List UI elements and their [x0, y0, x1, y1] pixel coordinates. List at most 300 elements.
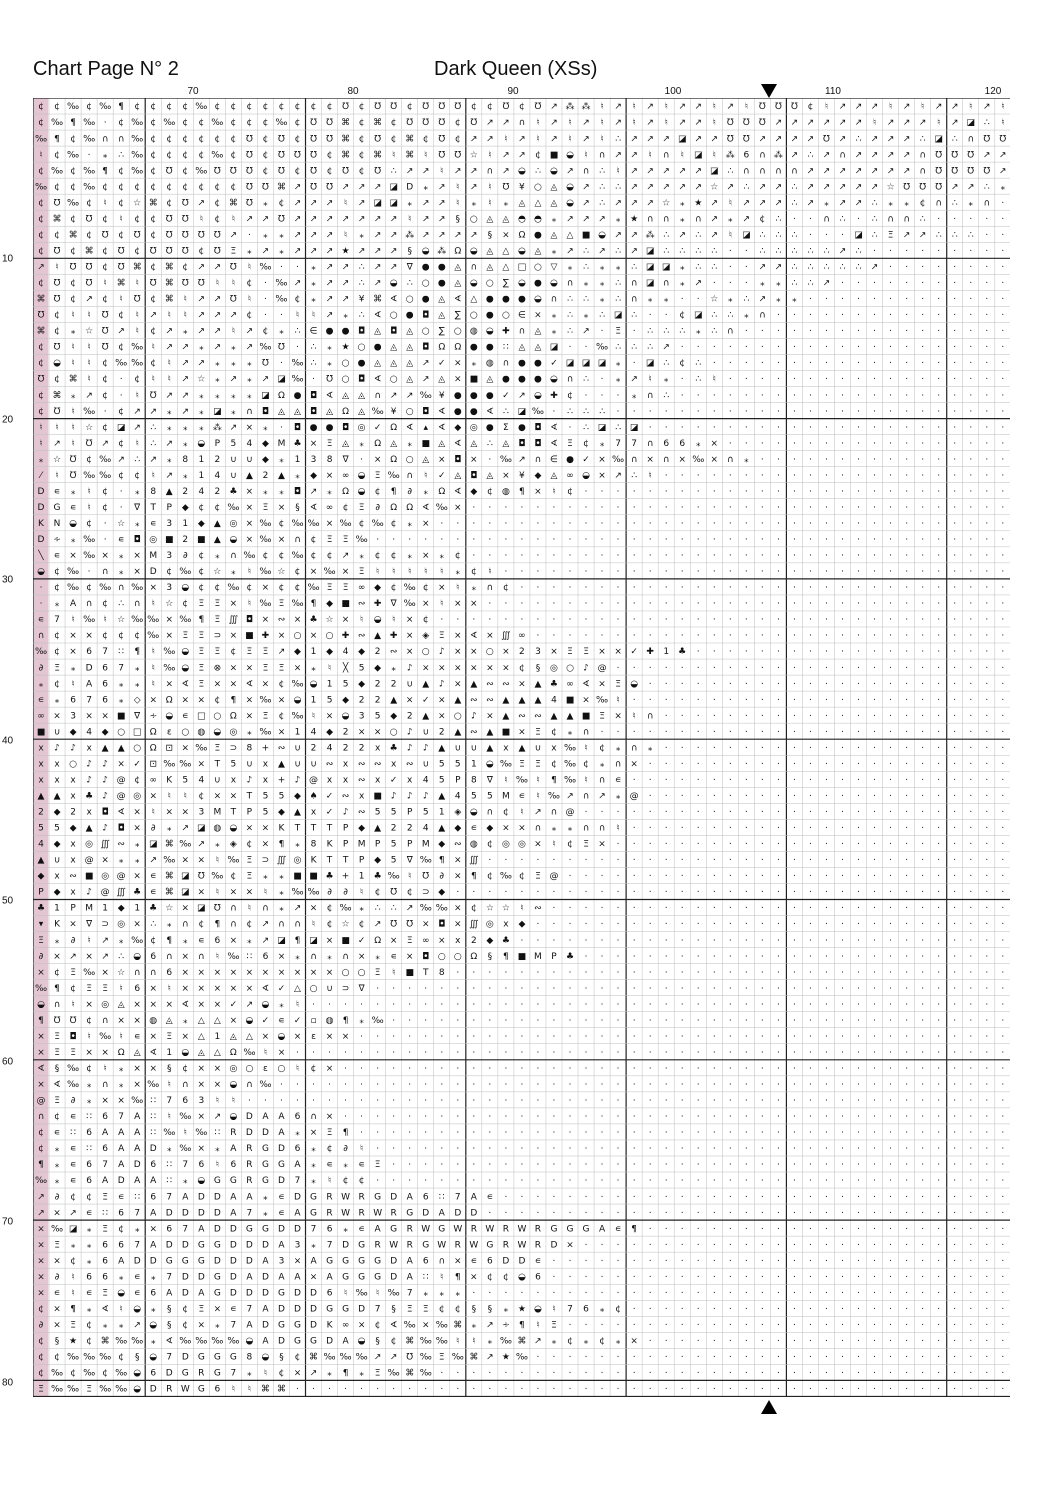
stitch-symbol: ∢ — [37, 1064, 45, 1074]
stitch-symbol: ∴ — [583, 263, 589, 273]
stitch-symbol: · — [633, 1272, 636, 1282]
stitch-symbol: · — [729, 583, 732, 593]
stitch-symbol: ◪ — [389, 182, 398, 192]
stitch-symbol: ℧ — [214, 246, 221, 256]
stitch-symbol: · — [969, 263, 972, 273]
stitch-symbol: ♮ — [937, 118, 940, 128]
stitch-symbol: 4 — [198, 487, 204, 497]
stitch-symbol: · — [649, 824, 652, 834]
stitch-symbol: 5 — [182, 775, 188, 785]
stitch-symbol: · — [408, 1000, 411, 1010]
stitch-symbol: ↗ — [310, 198, 318, 208]
stitch-symbol: ‰ — [163, 647, 175, 657]
stitch-symbol: ↗ — [743, 214, 751, 224]
stitch-symbol: 1 — [102, 904, 108, 914]
stitch-symbol: · — [617, 727, 620, 737]
stitch-symbol: D — [262, 1320, 269, 1330]
stitch-symbol: · — [729, 711, 732, 721]
stitch-symbol: ⨯ — [85, 952, 93, 962]
stitch-symbol: ⁎ — [199, 391, 204, 401]
stitch-symbol: ◪ — [934, 134, 943, 144]
stitch-symbol: · — [889, 535, 892, 545]
stitch-symbol: ∂ — [375, 503, 380, 513]
stitch-symbol: Ξ — [567, 439, 573, 449]
stitch-symbol: ¢ — [150, 118, 156, 128]
stitch-symbol: · — [857, 279, 860, 289]
stitch-symbol: · — [841, 359, 844, 369]
stitch-symbol: · — [793, 1208, 796, 1218]
stitch-symbol: · — [921, 968, 924, 978]
stitch-symbol: ¢ — [134, 246, 140, 256]
stitch-symbol: ⨯ — [149, 984, 157, 994]
stitch-symbol: ♮ — [136, 311, 139, 321]
stitch-symbol: ¢ — [54, 182, 60, 192]
stitch-symbol: · — [777, 775, 780, 785]
stitch-symbol: x — [407, 775, 413, 785]
stitch-symbol: · — [985, 727, 988, 737]
stitch-symbol: · — [857, 1160, 860, 1170]
stitch-symbol: G — [374, 1192, 381, 1202]
stitch-symbol: ¢ — [247, 920, 253, 930]
stitch-symbol: ⨯ — [182, 695, 190, 705]
stitch-symbol: ▲ — [86, 824, 93, 834]
stitch-symbol: 1 — [54, 904, 60, 914]
stitch-symbol: ↗ — [133, 407, 141, 417]
stitch-symbol: ¢ — [279, 583, 285, 593]
stitch-symbol: · — [825, 343, 828, 353]
stitch-symbol: D — [310, 1320, 317, 1330]
stitch-symbol: ‰ — [227, 856, 239, 866]
stitch-symbol: ☆ — [85, 327, 93, 337]
stitch-symbol: ⊃ — [342, 984, 350, 994]
stitch-symbol: ‰ — [115, 1369, 127, 1379]
stitch-symbol: · — [793, 1304, 796, 1314]
stitch-symbol: 3 — [166, 551, 172, 561]
stitch-symbol: ♮ — [71, 343, 74, 353]
stitch-symbol: · — [777, 407, 780, 417]
stitch-symbol: · — [681, 1304, 684, 1314]
stitch-symbol: G — [182, 1256, 189, 1266]
stitch-symbol: ¢ — [455, 551, 461, 561]
stitch-symbol: ● — [486, 295, 494, 305]
stitch-symbol: · — [969, 695, 972, 705]
stitch-symbol: ○ — [534, 263, 542, 273]
stitch-symbol: ℧ — [326, 118, 333, 128]
stitch-symbol: ○ — [470, 214, 478, 224]
column-number-110: 110 — [825, 86, 841, 97]
stitch-symbol: ∪ — [246, 759, 253, 769]
stitch-symbol: · — [569, 1288, 572, 1298]
stitch-symbol: · — [553, 631, 556, 641]
stitch-symbol: Ξ — [198, 599, 204, 609]
stitch-symbol: ∩ — [38, 1112, 45, 1122]
stitch-symbol: ♮ — [152, 343, 155, 353]
stitch-symbol: · — [729, 904, 732, 914]
stitch-symbol: · — [777, 663, 780, 673]
stitch-symbol: 6 — [327, 1224, 333, 1234]
stitch-symbol: · — [761, 327, 764, 337]
stitch-symbol: ∪ — [326, 984, 333, 994]
stitch-symbol: · — [456, 1112, 459, 1122]
stitch-symbol: · — [985, 792, 988, 802]
stitch-symbol: ⁎ — [231, 359, 236, 369]
stitch-symbol: · — [793, 695, 796, 705]
stitch-symbol: x — [311, 808, 317, 818]
stitch-symbol: · — [681, 824, 684, 834]
stitch-symbol: A — [439, 1208, 446, 1218]
stitch-symbol: · — [472, 1288, 475, 1298]
stitch-symbol: · — [729, 1176, 732, 1186]
stitch-symbol: · — [953, 567, 956, 577]
stitch-symbol: ⊡ — [149, 759, 157, 769]
stitch-symbol: ♮ — [729, 230, 732, 240]
stitch-symbol: ♮ — [312, 311, 315, 321]
stitch-symbol: ∢ — [310, 503, 318, 513]
stitch-symbol: ○ — [326, 631, 334, 641]
stitch-symbol: ∴ — [391, 904, 397, 914]
stitch-symbol: ∩ — [134, 599, 141, 609]
stitch-symbol: ‰ — [291, 599, 303, 609]
stitch-symbol: ♮ — [104, 198, 107, 208]
stitch-symbol: ♮ — [71, 311, 74, 321]
stitch-symbol: · — [376, 984, 379, 994]
stitch-symbol: · — [537, 1208, 540, 1218]
stitch-symbol: · — [889, 263, 892, 273]
stitch-symbol: · — [841, 631, 844, 641]
stitch-symbol: · — [857, 631, 860, 641]
stitch-symbol: ⨯ — [53, 711, 61, 721]
stitch-symbol: · — [376, 1144, 379, 1154]
stitch-symbol: □ — [133, 727, 142, 737]
stitch-symbol: · — [873, 1144, 876, 1154]
stitch-symbol: ∢ — [53, 1080, 61, 1090]
stitch-symbol: ∩ — [294, 535, 301, 545]
stitch-symbol: W — [341, 1192, 350, 1202]
stitch-symbol: ↗ — [438, 198, 446, 208]
stitch-symbol: ⁎ — [359, 230, 364, 240]
stitch-symbol: ¢ — [86, 455, 92, 465]
stitch-symbol: ¢ — [214, 695, 220, 705]
stitch-symbol: · — [857, 1048, 860, 1058]
stitch-symbol: · — [440, 1160, 443, 1170]
stitch-symbol: · — [280, 311, 283, 321]
stitch-symbol: · — [761, 1064, 764, 1074]
stitch-symbol: · — [825, 1016, 828, 1026]
stitch-symbol: · — [985, 583, 988, 593]
stitch-symbol: · — [681, 599, 684, 609]
stitch-symbol: ◬ — [470, 439, 477, 449]
stitch-symbol: · — [921, 936, 924, 946]
stitch-symbol: ⁎ — [231, 343, 236, 353]
stitch-symbol: · — [713, 615, 716, 625]
stitch-symbol: ∷ — [118, 647, 124, 657]
stitch-symbol: A — [262, 1112, 269, 1122]
stitch-symbol: ¢ — [38, 359, 44, 369]
stitch-symbol: Ξ — [198, 663, 204, 673]
stitch-symbol: ● — [502, 375, 510, 385]
stitch-symbol: ↗ — [823, 182, 831, 192]
stitch-symbol: ♮ — [392, 615, 395, 625]
stitch-symbol: ↗ — [871, 150, 879, 160]
stitch-symbol: ↗ — [759, 198, 767, 208]
stitch-symbol: ⨯ — [214, 1304, 222, 1314]
stitch-symbol: · — [889, 1096, 892, 1106]
stitch-symbol: ℧ — [951, 150, 958, 160]
stitch-symbol: · — [537, 936, 540, 946]
stitch-symbol: · — [601, 952, 604, 962]
stitch-symbol: ‰ — [147, 631, 159, 641]
stitch-symbol: · — [729, 695, 732, 705]
stitch-symbol: Ω — [518, 230, 525, 240]
page-title: Chart Page N° 2 — [33, 58, 179, 81]
stitch-symbol: · — [969, 375, 972, 385]
stitch-symbol: · — [1001, 936, 1004, 946]
stitch-symbol: ⨯ — [182, 984, 190, 994]
stitch-symbol: · — [553, 1032, 556, 1042]
stitch-symbol: ↗ — [791, 150, 799, 160]
stitch-symbol: ✓ — [326, 792, 334, 802]
stitch-symbol: ⌘ — [37, 327, 46, 337]
stitch-symbol: ⨯ — [342, 1032, 350, 1042]
stitch-symbol: ♪ — [407, 727, 413, 737]
stitch-symbol: Ξ — [439, 1353, 445, 1363]
stitch-symbol: · — [857, 1176, 860, 1186]
stitch-symbol: ‰ — [99, 1032, 111, 1042]
stitch-symbol: · — [713, 824, 716, 834]
stitch-symbol: x — [86, 808, 92, 818]
stitch-symbol: · — [569, 904, 572, 914]
stitch-symbol: · — [1001, 311, 1004, 321]
stitch-symbol: · — [889, 1192, 892, 1202]
stitch-symbol: ¥ — [391, 407, 397, 417]
stitch-symbol: · — [937, 663, 940, 673]
stitch-symbol: ● — [486, 311, 494, 321]
stitch-symbol: · — [601, 1192, 604, 1202]
stitch-symbol: ∭ — [469, 856, 479, 866]
stitch-symbol: · — [873, 455, 876, 465]
stitch-symbol: ⁎ — [552, 824, 557, 834]
stitch-symbol: · — [1001, 1192, 1004, 1202]
stitch-symbol: · — [761, 824, 764, 834]
stitch-symbol: ■ — [566, 695, 575, 705]
stitch-symbol: ◎ — [229, 519, 237, 529]
stitch-symbol: ⨯ — [470, 1272, 478, 1282]
stitch-symbol: ▲ — [534, 679, 541, 689]
stitch-symbol: · — [697, 647, 700, 657]
stitch-symbol: ¢ — [118, 118, 124, 128]
stitch-symbol: ‰ — [195, 743, 207, 753]
stitch-symbol: · — [649, 1320, 652, 1330]
stitch-symbol: 6 — [166, 1224, 172, 1234]
stitch-symbol: ⁎ — [55, 1176, 60, 1186]
stitch-symbol: ∩ — [967, 134, 974, 144]
stitch-symbol: ● — [438, 279, 446, 289]
stitch-symbol: · — [937, 487, 940, 497]
stitch-symbol: · — [745, 840, 748, 850]
stitch-symbol: · — [761, 1224, 764, 1234]
stitch-symbol: ¢ — [214, 198, 220, 208]
stitch-symbol: ↗ — [214, 311, 222, 321]
stitch-symbol: ⨯ — [262, 1032, 270, 1042]
stitch-symbol: ℧ — [727, 134, 734, 144]
stitch-symbol: · — [617, 1064, 620, 1074]
stitch-symbol: · — [601, 519, 604, 529]
stitch-symbol: ☆ — [53, 455, 61, 465]
stitch-symbol: ○ — [245, 1064, 253, 1074]
stitch-symbol: ♮ — [120, 984, 123, 994]
stitch-symbol: · — [633, 920, 636, 930]
stitch-symbol: ⨯ — [101, 856, 109, 866]
stitch-symbol: ¢ — [54, 1353, 60, 1363]
stitch-symbol: · — [793, 1320, 796, 1330]
stitch-symbol: ∴ — [567, 327, 573, 337]
stitch-symbol: · — [1001, 1016, 1004, 1026]
stitch-symbol: · — [585, 1353, 588, 1363]
row-number-10: 10 — [2, 254, 13, 265]
stitch-symbol: · — [601, 391, 604, 401]
stitch-symbol: · — [713, 1000, 716, 1010]
stitch-symbol: ‰ — [307, 888, 319, 898]
stitch-symbol: Ξ — [263, 647, 269, 657]
stitch-symbol: D — [166, 1369, 173, 1379]
stitch-symbol: ● — [518, 359, 526, 369]
stitch-symbol: · — [825, 1064, 828, 1074]
stitch-symbol: · — [697, 968, 700, 978]
stitch-symbol: ∾ — [358, 759, 366, 769]
stitch-symbol: · — [761, 1176, 764, 1186]
stitch-symbol: ↗ — [37, 263, 45, 273]
stitch-symbol: Ξ — [182, 631, 188, 641]
stitch-symbol: ↗ — [775, 134, 783, 144]
stitch-symbol: Ξ — [198, 1304, 204, 1314]
stitch-symbol: · — [520, 856, 523, 866]
stitch-symbol: · — [937, 1064, 940, 1074]
stitch-symbol: · — [1001, 214, 1004, 224]
stitch-symbol: · — [392, 1048, 395, 1058]
stitch-symbol: ◘ — [422, 407, 429, 417]
stitch-symbol: · — [649, 1353, 652, 1363]
stitch-symbol: ◒ — [358, 487, 366, 497]
stitch-symbol: ℧ — [262, 359, 269, 369]
stitch-symbol: · — [569, 920, 572, 930]
center-marker-top-icon — [761, 84, 777, 98]
stitch-symbol: · — [424, 1144, 427, 1154]
stitch-symbol: ↗ — [678, 166, 686, 176]
stitch-symbol: G — [567, 1224, 574, 1234]
stitch-symbol: · — [889, 1080, 892, 1090]
stitch-symbol: ♮ — [216, 279, 219, 289]
stitch-symbol: ∴ — [952, 198, 958, 208]
stitch-symbol: · — [713, 551, 716, 561]
stitch-symbol: · — [633, 968, 636, 978]
stitch-symbol: ⨯ — [230, 936, 238, 946]
stitch-symbol: · — [537, 1096, 540, 1106]
stitch-symbol: · — [633, 840, 636, 850]
stitch-symbol: · — [921, 1112, 924, 1122]
stitch-symbol: · — [969, 455, 972, 465]
stitch-symbol: ♮ — [552, 840, 555, 850]
stitch-symbol: · — [953, 711, 956, 721]
stitch-symbol: ∢ — [182, 679, 190, 689]
stitch-symbol: ◒ — [262, 1353, 270, 1363]
stitch-symbol: ◘ — [438, 920, 445, 930]
stitch-symbol: ↗ — [662, 343, 670, 353]
stitch-symbol: · — [777, 1096, 780, 1106]
stitch-symbol: ∊ — [54, 1128, 60, 1138]
stitch-symbol: ∴ — [776, 214, 782, 224]
stitch-symbol: · — [681, 1080, 684, 1090]
stitch-symbol: ↗ — [85, 391, 93, 401]
stitch-symbol: · — [1001, 679, 1004, 689]
stitch-symbol: · — [809, 535, 812, 545]
stitch-symbol: ∴ — [647, 343, 653, 353]
stitch-symbol: ‰ — [83, 407, 95, 417]
stitch-symbol: ∈ — [550, 455, 558, 465]
stitch-symbol: · — [809, 1176, 812, 1186]
stitch-symbol: ◘ — [294, 487, 301, 497]
stitch-symbol: ◬ — [374, 327, 381, 337]
stitch-symbol: ◬ — [502, 214, 509, 224]
stitch-symbol: · — [504, 1016, 507, 1026]
stitch-symbol: ‰ — [324, 1353, 336, 1363]
stitch-symbol: · — [985, 1176, 988, 1186]
stitch-symbol: ✚ — [502, 327, 510, 337]
stitch-symbol: A — [86, 679, 93, 689]
stitch-symbol: ℧ — [246, 166, 253, 176]
stitch-symbol: · — [873, 695, 876, 705]
stitch-symbol: ∩ — [406, 471, 413, 481]
stitch-symbol: @ — [85, 856, 94, 866]
stitch-symbol: △ — [567, 230, 574, 240]
stitch-symbol: ● — [566, 455, 574, 465]
stitch-symbol: ↗ — [117, 327, 125, 337]
stitch-symbol: ◒ — [550, 279, 558, 289]
stitch-symbol: ♮ — [889, 102, 892, 112]
stitch-symbol: · — [937, 1096, 940, 1106]
stitch-symbol: · — [857, 1272, 860, 1282]
stitch-symbol: G — [278, 1160, 285, 1170]
stitch-symbol: 2 — [311, 743, 317, 753]
stitch-symbol: · — [777, 1128, 780, 1138]
stitch-symbol: ⨯ — [101, 968, 109, 978]
stitch-symbol: ◬ — [390, 439, 397, 449]
stitch-symbol: ⁎ — [119, 1272, 124, 1282]
stitch-symbol: ◘ — [470, 471, 477, 481]
stitch-symbol: · — [793, 1337, 796, 1347]
stitch-symbol: ◬ — [342, 391, 349, 401]
stitch-symbol: · — [777, 1016, 780, 1026]
stitch-symbol: D — [390, 1192, 397, 1202]
stitch-symbol: Ξ — [70, 1048, 76, 1058]
stitch-symbol: · — [841, 343, 844, 353]
stitch-symbol: · — [873, 246, 876, 256]
stitch-symbol: ¢ — [439, 1304, 445, 1314]
stitch-symbol: ¢ — [86, 198, 92, 208]
stitch-symbol: · — [665, 711, 668, 721]
stitch-symbol: · — [633, 327, 636, 337]
stitch-symbol: D — [214, 1192, 221, 1202]
stitch-symbol: · — [953, 1080, 956, 1090]
stitch-symbol: · — [440, 1048, 443, 1058]
stitch-symbol: ↗ — [390, 1353, 398, 1363]
stitch-symbol: ∾ — [278, 615, 286, 625]
stitch-symbol: · — [793, 1176, 796, 1186]
stitch-symbol: T — [214, 759, 221, 769]
stitch-symbol: · — [889, 711, 892, 721]
stitch-symbol: ℧ — [86, 439, 93, 449]
stitch-symbol: ♮ — [104, 279, 107, 289]
stitch-symbol: 3 — [198, 1096, 204, 1106]
